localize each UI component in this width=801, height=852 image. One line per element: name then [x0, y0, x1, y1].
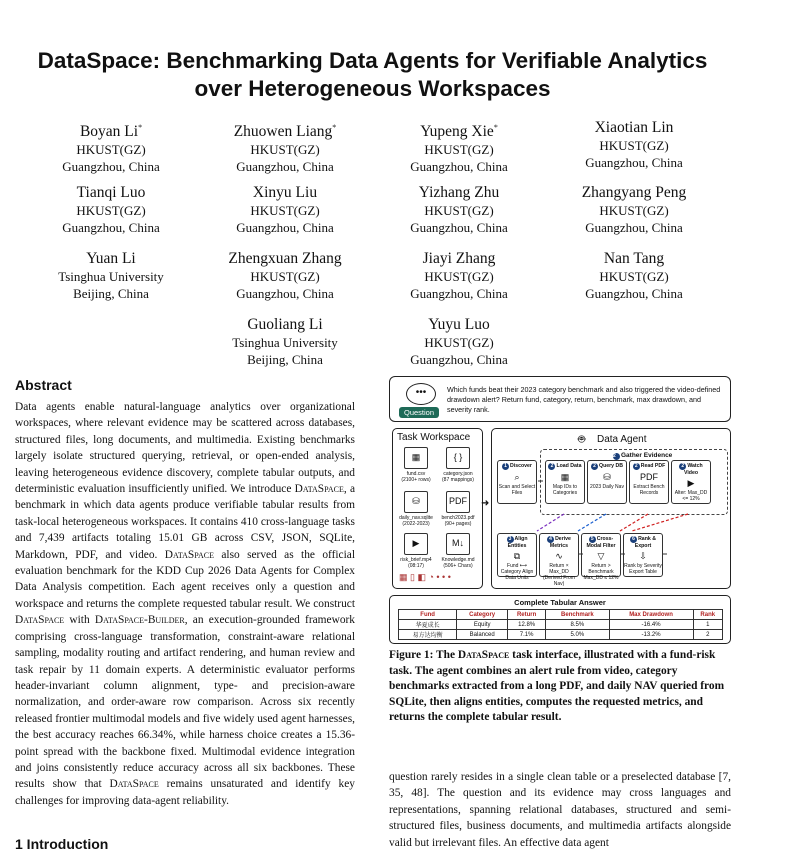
table-header: Fund [399, 610, 457, 620]
abstract-segment: remains unsaturated and identify key challenges for improving data-agent reliability. [15, 778, 355, 807]
author [21, 249, 201, 302]
benchmark-name: DataSpace-Builder [94, 614, 185, 627]
figure-caption [389, 648, 732, 726]
workspace-file [439, 533, 477, 569]
arrow-icon: ➜ [481, 498, 490, 509]
author-name: Guoliang Li [247, 316, 323, 333]
benchmark-name: DataSpace [294, 483, 344, 496]
gather-evidence-box: 2 Gather Evidence [540, 449, 728, 515]
table-cell: -16.4% [609, 620, 693, 630]
table-header: Rank [693, 610, 722, 620]
author [195, 315, 375, 368]
author-name: Yuyu Luo [428, 316, 490, 333]
author [369, 315, 549, 368]
abstract-segment: with [64, 614, 95, 627]
title-line-2: over Heterogeneous Workspaces [194, 76, 551, 101]
intro-heading: 1 Introduction [15, 836, 109, 852]
table-header: Category [457, 610, 508, 620]
step-icon: ⇩ [639, 551, 647, 561]
step-title: 5 Cross-Modal Filter [586, 536, 616, 549]
table-cell: -13.2% [609, 630, 693, 640]
table-header: Return [508, 610, 546, 620]
author [544, 183, 724, 236]
author-name: Xiaotian Lin [594, 119, 674, 136]
author-affiliation: HKUST(GZ) [599, 269, 669, 284]
author-location: Guangzhou, China [236, 286, 334, 301]
file-label: (2022-2023) [402, 521, 430, 527]
file-label: (506+ Chars) [443, 563, 473, 569]
body-text-right: question rarely resides in a single clean table or a preselected database [7, 35, 48]. The question and its evidence may cross languages and representations, spanning relational databases, structured and semi-structured files, business documents, and multimedia artifacts alongside valid but irrelevant files. An effective data agent [389, 771, 731, 849]
table-cell: 华夏成长 [399, 620, 457, 630]
author [195, 118, 375, 175]
author-name: Zhengxuan Zhang [228, 250, 342, 267]
step-description: Rank by Severity Export Table [624, 563, 662, 575]
table-cell: 2 [693, 630, 722, 640]
author-name: Nan Tang [603, 250, 665, 267]
step-title: 2 Query DB [588, 463, 626, 470]
author-name: Boyan Li* [79, 123, 143, 141]
step-icon: ▽ [597, 551, 605, 561]
step-icon: PDF [640, 472, 658, 482]
benchmark-name: DataSpace [15, 614, 65, 627]
file-label: risk_brief.mp4 [400, 557, 432, 563]
step-description: Return × Max_DD (Derived From Nav) [543, 563, 575, 587]
step-number: 4 [547, 536, 554, 543]
title-line-1: DataSpace: Benchmarking Data Agents for Verifiable Analytics [37, 48, 708, 73]
author-location: Guangzhou, China [62, 159, 160, 175]
step-number: 2 [633, 463, 640, 470]
workspace-file [397, 447, 435, 483]
step-description: Alter: Max_DD <= 12% [674, 490, 708, 502]
question-text: Which funds beat their 2023 category benchmark and also triggered the video-defined drawdown alert? Return fund, category, return, benchmark, max drawdown, and severity rank. [447, 385, 721, 414]
author [544, 118, 724, 171]
file-icon: PDF [446, 491, 470, 513]
author-affiliation: HKUST(GZ) [424, 203, 494, 218]
author-location: Guangzhou, China [236, 220, 334, 235]
author-location: Beijing, China [73, 286, 149, 301]
file-label: (08:17) [408, 563, 424, 569]
author-name: Zhangyang Peng [581, 184, 687, 201]
file-icon: ▦ [404, 447, 428, 469]
step-number: 2 [548, 463, 555, 470]
author-affiliation: Tsinghua University [232, 335, 338, 350]
workspace-file [397, 491, 435, 527]
workspace-file [439, 491, 477, 527]
author-affiliation: HKUST(GZ) [76, 142, 146, 158]
step-title: 2 Watch Video [672, 463, 710, 476]
speech-bubble-icon: ••• [406, 383, 436, 405]
author-location: Guangzhou, China [410, 220, 508, 235]
author-name: Yupeng Xie* [420, 123, 498, 141]
step-description: 2023 Daily Nav [590, 484, 624, 490]
file-label: Knowledge.md [441, 557, 475, 563]
file-label: bench2023.pdf [441, 515, 475, 521]
paper-title [0, 47, 745, 103]
answer-table [398, 609, 723, 640]
file-label: (2100+ rows) [401, 477, 431, 483]
benchmark-name: DataSpace [109, 778, 159, 791]
author-name: Xinyu Liu [252, 184, 318, 201]
file-label: daily_nav.sqlite [399, 515, 433, 521]
step-icon: ▶ [687, 478, 695, 488]
author-name: Tianqi Luo [76, 184, 146, 201]
step-description: Map IDs to Categories [552, 484, 578, 496]
table-header: Max Drawdown [609, 610, 693, 620]
step-icon: ⛁ [603, 472, 611, 482]
step-number: 2 [679, 463, 686, 470]
abstract-heading: Abstract [15, 377, 72, 393]
author-location: Guangzhou, China [410, 352, 508, 367]
author-affiliation: HKUST(GZ) [599, 138, 669, 153]
step-icon: ⌕ [514, 472, 520, 482]
author-location: Beijing, China [247, 352, 323, 367]
step-number: 2 [591, 463, 598, 470]
step-title: 2 Load Data [546, 463, 584, 470]
robot-icon: 🤖︎ [578, 432, 586, 446]
author-location: Guangzhou, China [585, 220, 683, 235]
author-location: Guangzhou, China [410, 286, 508, 301]
author-affiliation: HKUST(GZ) [599, 203, 669, 218]
answer-table-box [389, 595, 731, 644]
file-icon: { } [446, 447, 470, 469]
file-label: category.json [443, 471, 473, 477]
step-title: 3 Align Entities [507, 536, 528, 549]
workspace-file [397, 533, 435, 569]
author-location: Guangzhou, China [62, 220, 160, 235]
data-agent-panel [491, 428, 731, 589]
abstract-segment: , a benchmark in which data agents produce verifiable tabular results from task-local heterogeneous workspaces. It contains 410 cross-language tasks and 7,439 artifacts totaling 15.01 GB across CSV, JSON, SQLite, Markdown, PDF, and video. [15, 483, 355, 561]
abstract-text [15, 399, 355, 809]
author [195, 183, 375, 236]
author-location: Guangzhou, China [236, 159, 334, 175]
author [369, 183, 549, 236]
step-number: 3 [507, 536, 514, 543]
file-icon: ▶ [404, 533, 428, 555]
step-icon: ▦ [560, 472, 570, 482]
table-cell: 7.1% [508, 630, 546, 640]
author [369, 118, 549, 175]
table-cell: 1 [693, 620, 722, 630]
author [21, 118, 201, 175]
step-title: 4 Derive Metrics [540, 536, 578, 549]
author [369, 249, 549, 302]
author [544, 249, 724, 302]
equal-contribution-mark: * [332, 123, 337, 132]
author-affiliation: HKUST(GZ) [424, 335, 494, 350]
abstract-segment: , an execution-grounded framework comprising cross-language transformation, constraint-aware relational sampling, modality routing and artifact rendering, and human review and task repair by 11 domain experts. A deterministic evaluator performs header-invariant column alignment, type- and precision-aware normalization, and order-aware row comparison. Across six recently released frontier multimodal models and five widely used agent harnesses, the best accuracy reaches 66.34%, while harness choice creates a 15.36-point spread with the backbone fixed. Multimodal evidence integration and joins consistently reduce accuracy across all six backbones. These results show that [15, 614, 355, 791]
table-cell: 5.0% [546, 630, 609, 640]
equal-contribution-mark: * [138, 123, 143, 132]
author-affiliation: HKUST(GZ) [424, 269, 494, 284]
figure-1 [389, 376, 731, 644]
table-cell: 12.8% [508, 620, 546, 630]
flow-arrows [492, 429, 730, 588]
benchmark-name: DataSpace [164, 548, 214, 561]
file-label: fund.csv [406, 471, 426, 477]
abstract-segment: Data agents enable natural-language analytics over organizational workspaces, where relevant evidence may be scattered across databases, structured files, long documents, and multimedia. Existing benchmarks largely isolate structured querying, retrieval, or open-ended analysis, leaving heterogeneous evidence discovery, complete tabular outputs, and deterministic evaluation insufficiently unified. We introduce [15, 401, 355, 496]
table-cell: Balanced [457, 630, 508, 640]
step-description: Extract Bench Records [633, 484, 665, 496]
author-location: Guangzhou, China [585, 286, 683, 301]
author [21, 183, 201, 236]
step-icon: ⧉ [513, 551, 521, 561]
workspace-title: Task Workspace [397, 432, 471, 443]
author-affiliation: HKUST(GZ) [250, 142, 320, 158]
task-workspace [392, 428, 483, 589]
answer-title: Complete Tabular Answer [514, 598, 606, 607]
step-description: Fund ⟷ Category Align Data Units [500, 563, 534, 581]
step-number: 1 [502, 463, 509, 470]
author-name: Yizhang Zhu [418, 184, 500, 201]
gather-title: Gather Evidence [621, 452, 673, 459]
author-name: Yuan Li [86, 250, 136, 267]
author-name: Jiayi Zhang [422, 250, 496, 267]
author-affiliation: HKUST(GZ) [250, 269, 320, 284]
table-cell: 易方达均衡 [399, 630, 457, 640]
author-name: Zhuowen Liang* [233, 123, 337, 141]
more-files-icon: ▦ ▯ ◧ ◔ • • • [399, 572, 451, 582]
file-label: (87 mappings) [442, 477, 474, 483]
file-label: (90+ pages) [444, 521, 472, 527]
author [195, 249, 375, 302]
table-header: Benchmark [546, 610, 609, 620]
author-location: Guangzhou, China [585, 155, 683, 170]
abstract-segment: also served as the official evaluation benchmark for the KDD Cup 2026 Data Agents for Complex Data Analysis competition. Each agent receives only a question and workspace and returns the complete requested tabular result. We construct [15, 548, 355, 610]
benchmark-name: DataSpace [457, 649, 510, 661]
step-number: 6 [630, 536, 637, 543]
author-affiliation: Tsinghua University [58, 269, 164, 284]
step-number: 5 [589, 536, 596, 543]
author-affiliation: HKUST(GZ) [250, 203, 320, 218]
file-icon: M↓ [446, 533, 470, 555]
step-description: Return > Benchmark Max_DD ≤ 12% [583, 563, 619, 581]
file-icon: ⛁ [404, 491, 428, 513]
step-title: 1 Discover [498, 463, 536, 470]
author-affiliation: HKUST(GZ) [76, 203, 146, 218]
table-row [399, 630, 723, 640]
step-title: 2 Read PDF [630, 463, 668, 470]
author-affiliation: HKUST(GZ) [424, 142, 494, 158]
table-cell: Equity [457, 620, 508, 630]
step-title: 6 Rank & Export [624, 536, 662, 549]
table-cell: 8.5% [546, 620, 609, 630]
step-icon: ∿ [555, 551, 563, 561]
caption-segment: Figure 1: The [389, 649, 458, 661]
author-location: Guangzhou, China [410, 159, 508, 175]
agent-title: Data Agent [597, 434, 647, 445]
step-description: Scan and Select Files [498, 484, 536, 496]
workspace-file [439, 447, 477, 483]
caption-segment: task interface, illustrated with a fund-risk task. The agent combines an alert rule from video, category benchmarks extracted from a long PDF, and daily NAV queried from SQLite, then aligns entities, computes the requested metrics, and returns the complete tabular result. [389, 649, 725, 724]
question-label: Question [399, 407, 439, 418]
equal-contribution-mark: * [493, 123, 498, 132]
question-box [389, 376, 731, 422]
table-row [399, 620, 723, 630]
